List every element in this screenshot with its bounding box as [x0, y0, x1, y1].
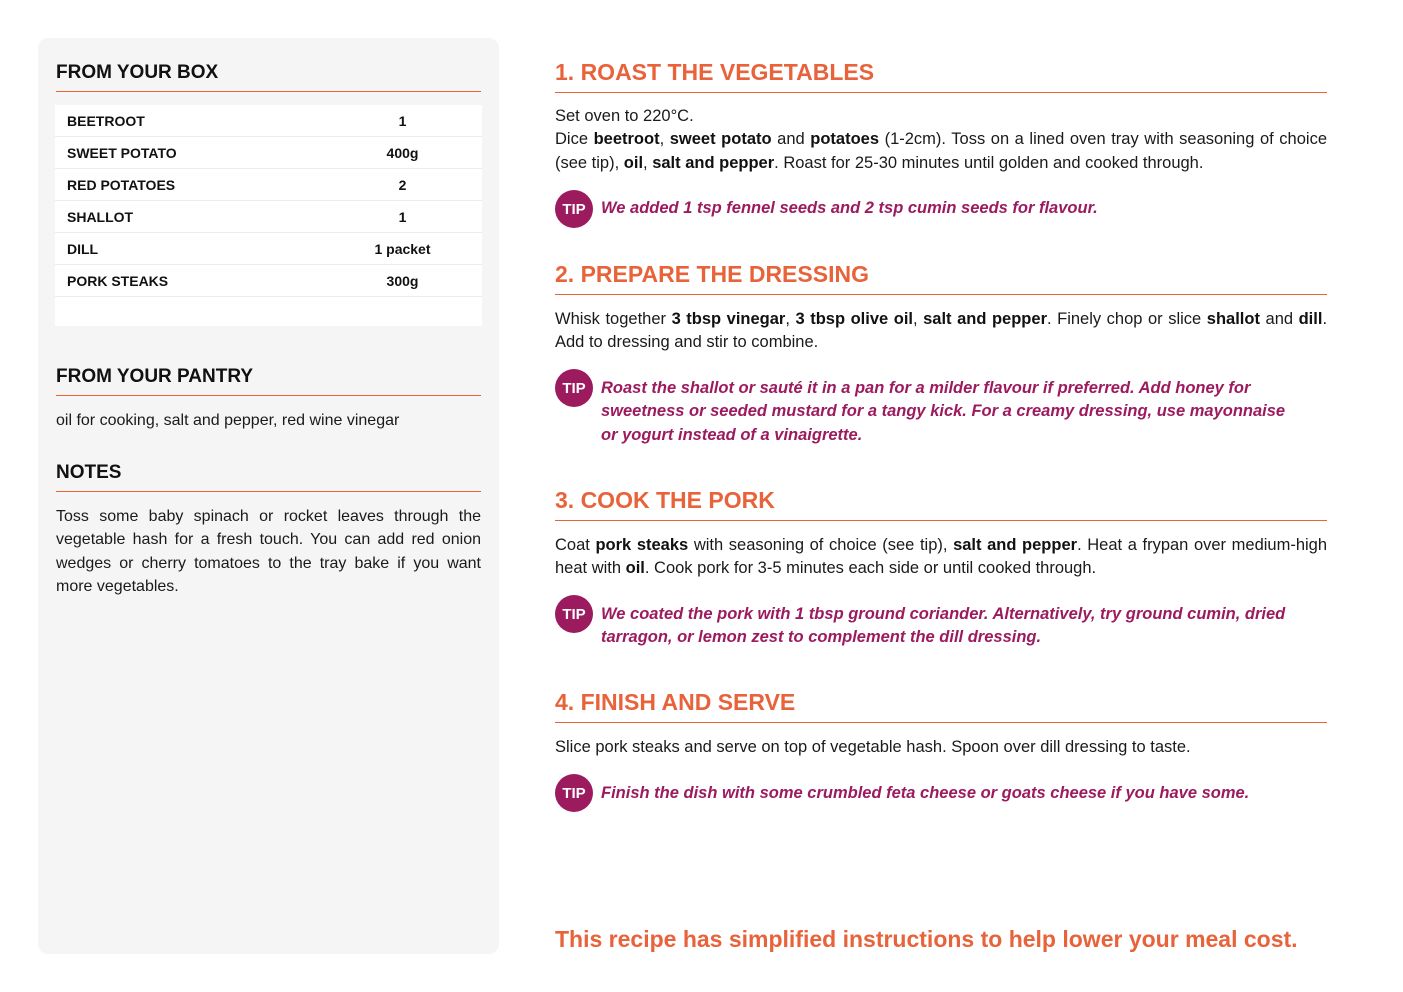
step-text-run: Slice pork steaks and serve on top of vegetable hash. Spoon over dill dressing to taste. — [555, 738, 1191, 756]
tip-badge: TIP — [555, 774, 593, 812]
simplified-instructions-note: This recipe has simplified instructions to help lower your meal cost. — [555, 926, 1298, 952]
step-2-tip — [555, 369, 1327, 447]
ingredient-name: BEETROOT — [67, 112, 145, 129]
ingredient-emphasis: beetroot — [593, 130, 660, 149]
ingredient-qty: 1 — [398, 112, 407, 129]
ingredient-emphasis: pork steaks — [595, 536, 689, 554]
step-4-title: 4. FINISH AND SERVE — [555, 689, 1327, 723]
step-text-run: . Add to dressing and stir to combine. — [555, 310, 1328, 352]
step-4-tip — [555, 774, 1327, 812]
tip-text: Finish the dish with some crumbled feta cheese or goats cheese if you have some. — [601, 784, 1250, 802]
tip-badge: TIP — [555, 190, 593, 228]
step-text-run: . Cook pork for 3-5 minutes each side or until cooked through. — [644, 559, 1097, 578]
ingredient-qty: 300g — [386, 272, 419, 289]
from-your-box-heading: FROM YOUR BOX — [56, 62, 481, 92]
ingredient-emphasis: sweet potato — [669, 130, 772, 149]
step-text-run: and — [1259, 310, 1299, 328]
ingredient-emphasis: 3 tbsp vinegar — [671, 310, 786, 328]
ingredient-emphasis: oil — [623, 153, 644, 172]
step-2-text — [555, 308, 1327, 355]
ingredient-row — [55, 169, 482, 201]
step-3-text — [555, 534, 1327, 581]
step-paragraph — [555, 105, 1327, 128]
ingredient-qty: 400g — [386, 144, 419, 161]
step-paragraph — [555, 736, 1327, 759]
ingredient-emphasis: oil — [625, 559, 645, 578]
ingredient-emphasis: salt and pepper — [652, 153, 775, 172]
step-paragraph — [555, 308, 1327, 355]
step-paragraph — [555, 128, 1327, 175]
tip-badge: TIP — [555, 595, 593, 633]
step-text-run: . Roast for 25-30 minutes until golden and cooked through. — [774, 153, 1204, 172]
ingredient-row — [55, 137, 482, 169]
ingredient-name: PORK STEAKS — [67, 272, 169, 289]
ingredient-qty: 2 — [398, 176, 407, 193]
step-text-run: . Finely chop or slice — [1047, 310, 1207, 328]
step-2-title: 2. PREPARE THE DRESSING — [555, 261, 1327, 295]
from-your-pantry-heading: FROM YOUR PANTRY — [56, 366, 481, 396]
step-text-run: , — [643, 153, 653, 172]
ingredient-emphasis: salt and pepper — [953, 536, 1078, 554]
step-text-run: . Heat a frypan over medium-high heat with — [555, 536, 1328, 578]
tip-text: Roast the shallot or sauté it in a pan for a milder flavour if preferred. Add honey for sweetness or seeded mustard for a tangy kick. For a creamy dressing, use mayonnaise or yogurt instead of a vinaigrette. — [601, 379, 1286, 444]
ingredient-row — [55, 265, 482, 297]
ingredient-emphasis: dill — [1298, 310, 1323, 328]
ingredients-table — [55, 105, 482, 326]
step-1-text — [555, 105, 1327, 175]
ingredients-panel — [38, 38, 499, 954]
notes-text: Toss some baby spinach or rocket leaves through the vegetable hash for a fresh touch. You can add red onion wedges or cherry tomatoes to the tray bake if you want more vegetables. — [56, 508, 481, 595]
step-text-run: Whisk together — [555, 310, 672, 328]
ingredient-row — [55, 105, 482, 137]
ingredient-name: SHALLOT — [67, 208, 134, 225]
tip-text: We added 1 tsp fennel seeds and 2 tsp cumin seeds for flavour. — [601, 199, 1098, 217]
ingredient-name: SWEET POTATO — [67, 144, 177, 161]
tip-badge: TIP — [555, 369, 593, 407]
ingredient-name: DILL — [67, 240, 99, 257]
ingredient-emphasis: potatoes — [810, 130, 880, 149]
step-3-title: 3. COOK THE PORK — [555, 487, 1327, 521]
step-1-title: 1. ROAST THE VEGETABLES — [555, 59, 1327, 93]
step-3-tip — [555, 595, 1327, 650]
step-text-run: with seasoning of choice (see tip), — [688, 536, 954, 554]
step-text-run: Dice — [555, 130, 594, 149]
step-text-run: , — [659, 130, 670, 149]
step-text-run: Coat — [555, 536, 596, 554]
step-text-run: (1-2cm). Toss on a lined oven tray with seasoning of choice (see tip), — [555, 130, 1328, 172]
notes-heading: NOTES — [56, 462, 481, 492]
ingredient-row — [55, 233, 482, 265]
step-1-tip — [555, 190, 1327, 228]
ingredient-qty: 1 — [398, 208, 407, 225]
step-text-run: , — [912, 310, 924, 328]
pantry-text: oil for cooking, salt and pepper, red wine vinegar — [56, 412, 400, 429]
ingredient-row — [55, 201, 482, 233]
step-text-run: and — [771, 130, 811, 149]
tip-text: We coated the pork with 1 tbsp ground coriander. Alternatively, try ground cumin, dried tarragon, or lemon zest to complement the dill dressing. — [601, 605, 1286, 647]
ingredient-emphasis: shallot — [1206, 310, 1260, 328]
ingredient-qty: 1 packet — [374, 240, 431, 257]
step-paragraph — [555, 534, 1327, 581]
ingredient-emphasis: 3 tbsp olive oil — [795, 310, 913, 328]
step-text-run: , — [785, 310, 796, 328]
ingredient-name: RED POTATOES — [67, 176, 176, 193]
step-text-run: Set oven to 220°C. — [555, 107, 694, 125]
ingredient-emphasis: salt and pepper — [923, 310, 1047, 328]
step-4-text — [555, 736, 1327, 759]
